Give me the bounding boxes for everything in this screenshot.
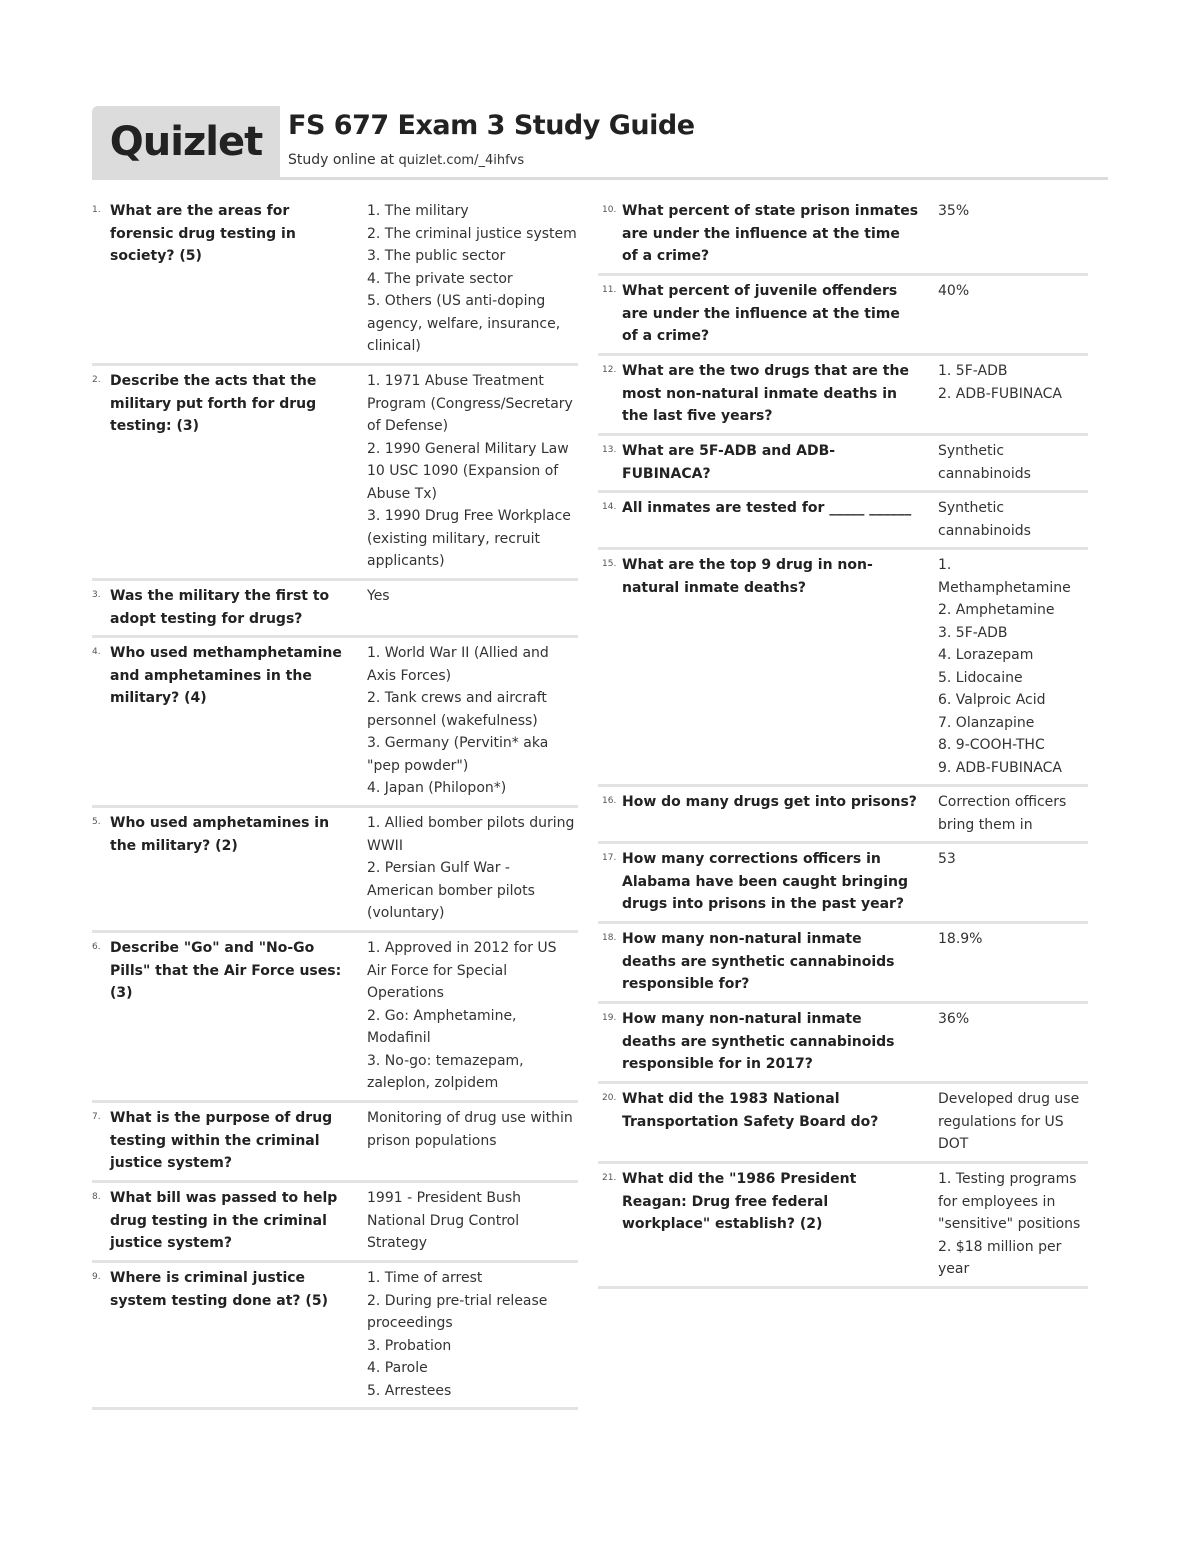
card-definition: 18.9% (938, 931, 983, 947)
card-row (92, 808, 578, 933)
card-term: Who used methamphetamine and amphetamines in the military? (4) (110, 645, 342, 706)
card-definition: Synthetic cannabinoids (938, 443, 1031, 482)
card-term: Who used amphetamines in the military? (2) (110, 815, 330, 854)
card-row (92, 366, 578, 581)
header-divider (280, 177, 1108, 180)
card-term: What are the two drugs that are the most non-natural inmate deaths in the last five years? (622, 363, 909, 424)
quizlet-logo (92, 106, 280, 180)
card-number: 3. (92, 590, 101, 600)
right-column (598, 196, 1088, 1289)
card-definition: Monitoring of drug use within prison populations (367, 1110, 573, 1149)
card-number: 13. (602, 445, 617, 455)
card-definition: 36% (938, 1011, 970, 1027)
page-title: FS 677 Exam 3 Study Guide (288, 110, 695, 141)
card-term: What are 5F-ADB and ADB-FUBINACA? (622, 443, 836, 482)
card-term: What are the areas for forensic drug testing in society? (5) (110, 203, 296, 264)
card-term: What did the 1983 National Transportation Safety Board do? (622, 1091, 879, 1130)
card-definition: 1. Methamphetamine 2. Amphetamine 3. 5F-ADB 4. Lorazepam 5. Lidocaine 6. Valproic Acid 7. Olanzapine 8. 9-COOH-THC 9. ADB-FUBINACA (938, 557, 1071, 776)
card-definition: 1. 5F-ADB 2. ADB-FUBINACA (938, 363, 1063, 402)
card-number: 4. (92, 647, 101, 657)
card-row (598, 493, 1088, 550)
card-definition: 1. 1971 Abuse Treatment Program (Congress/Secretary of Defense) 2. 1990 General Military Law 10 USC 1090 (Expansion of Abuse Tx) 3. 1990 Drug Free Workplace (existing military, recruit applicants) (367, 373, 573, 569)
card-definition: 1. World War II (Allied and Axis Forces) 2. Tank crews and aircraft personnel (wakefulness) 3. Germany (Pervitin* aka "pep powder") 4. Japan (Philopon*) (367, 645, 549, 796)
card-term: What is the purpose of drug testing within the criminal justice system? (110, 1110, 333, 1171)
card-term: How many non-natural inmate deaths are synthetic cannabinoids responsible for in 2017? (622, 1011, 895, 1072)
card-row (598, 276, 1088, 356)
left-column (92, 196, 578, 1410)
card-row (92, 581, 578, 638)
card-row (598, 924, 1088, 1004)
card-row (598, 787, 1088, 844)
card-term: How many non-natural inmate deaths are synthetic cannabinoids responsible for? (622, 931, 895, 992)
card-definition: 1. Allied bomber pilots during WWII 2. Persian Gulf War - American bomber pilots (voluntary) (367, 815, 575, 921)
card-number: 15. (602, 559, 617, 569)
card-number: 19. (602, 1013, 617, 1023)
card-term: What are the top 9 drug in non-natural inmate deaths? (622, 557, 873, 596)
card-number: 20. (602, 1093, 617, 1103)
card-term: Was the military the first to adopt testing for drugs? (110, 588, 330, 627)
card-row (92, 1263, 578, 1410)
card-number: 5. (92, 817, 101, 827)
logo-text: Quizlet (109, 119, 263, 165)
card-term: What did the "1986 President Reagan: Drug free federal workplace" establish? (2) (622, 1171, 857, 1232)
card-number: 8. (92, 1192, 101, 1202)
card-number: 16. (602, 796, 617, 806)
card-row (92, 638, 578, 808)
card-number: 10. (602, 205, 617, 215)
subtitle-prefix: Study online at (288, 152, 399, 168)
card-row (598, 1004, 1088, 1084)
card-row (92, 196, 578, 366)
card-row (598, 356, 1088, 436)
card-row (598, 1084, 1088, 1164)
card-term: How do many drugs get into prisons? (622, 794, 917, 810)
card-number: 14. (602, 502, 617, 512)
card-number: 9. (92, 1272, 101, 1282)
card-term: Describe the acts that the military put forth for drug testing: (3) (110, 373, 317, 434)
card-definition: 1. Time of arrest 2. During pre-trial release proceedings 3. Probation 4. Parole 5. Arrestees (367, 1270, 548, 1399)
card-row (598, 550, 1088, 787)
card-term: What bill was passed to help drug testing in the criminal justice system? (110, 1190, 338, 1251)
card-number: 18. (602, 933, 617, 943)
card-definition: Correction officers bring them in (938, 794, 1067, 833)
card-term: Describe "Go" and "No-Go Pills" that the Air Force uses: (3) (110, 940, 342, 1001)
card-row (598, 196, 1088, 276)
card-row (92, 1103, 578, 1183)
card-term: All inmates are tested for _____ ______ (622, 500, 912, 516)
card-term: How many corrections officers in Alabama have been caught bringing drugs into prisons in the past year? (622, 851, 908, 912)
card-number: 6. (92, 942, 101, 952)
page-header (92, 106, 1108, 180)
card-number: 2. (92, 375, 101, 385)
card-row (598, 1164, 1088, 1289)
card-definition: 1. The military 2. The criminal justice system 3. The public sector 4. The private sector 5. Others (US anti-doping agency, welfare, insurance, clinical) (367, 203, 577, 354)
card-definition: 35% (938, 203, 970, 219)
card-definition: Yes (367, 588, 390, 604)
card-row (92, 933, 578, 1103)
card-number: 21. (602, 1173, 617, 1183)
card-row (598, 436, 1088, 493)
study-url-link[interactable]: quizlet.com/_4ihfvs (398, 153, 525, 168)
card-number: 12. (602, 365, 617, 375)
card-term: What percent of juvenile offenders are under the influence at the time of a crime? (622, 283, 900, 344)
card-row (92, 1183, 578, 1263)
card-definition: 1991 - President Bush National Drug Control Strategy (367, 1190, 521, 1251)
card-definition: 1. Testing programs for employees in "sensitive" positions 2. $18 million per year (938, 1171, 1081, 1277)
card-number: 17. (602, 853, 617, 863)
card-definition: 40% (938, 283, 970, 299)
card-number: 1. (92, 205, 101, 215)
card-term: What percent of state prison inmates are under the influence at the time of a crime? (622, 203, 919, 264)
card-definition: Synthetic cannabinoids (938, 500, 1031, 539)
page-subtitle (288, 152, 524, 168)
card-definition: Developed drug use regulations for US DOT (938, 1091, 1080, 1152)
card-definition: 53 (938, 851, 956, 867)
card-definition: 1. Approved in 2012 for US Air Force for Special Operations 2. Go: Amphetamine, Modafinil 3. No-go: temazepam, zaleplon, zolpidem (367, 940, 557, 1091)
card-term: Where is criminal justice system testing done at? (5) (110, 1270, 328, 1309)
card-number: 11. (602, 285, 617, 295)
card-number: 7. (92, 1112, 101, 1122)
card-row (598, 844, 1088, 924)
